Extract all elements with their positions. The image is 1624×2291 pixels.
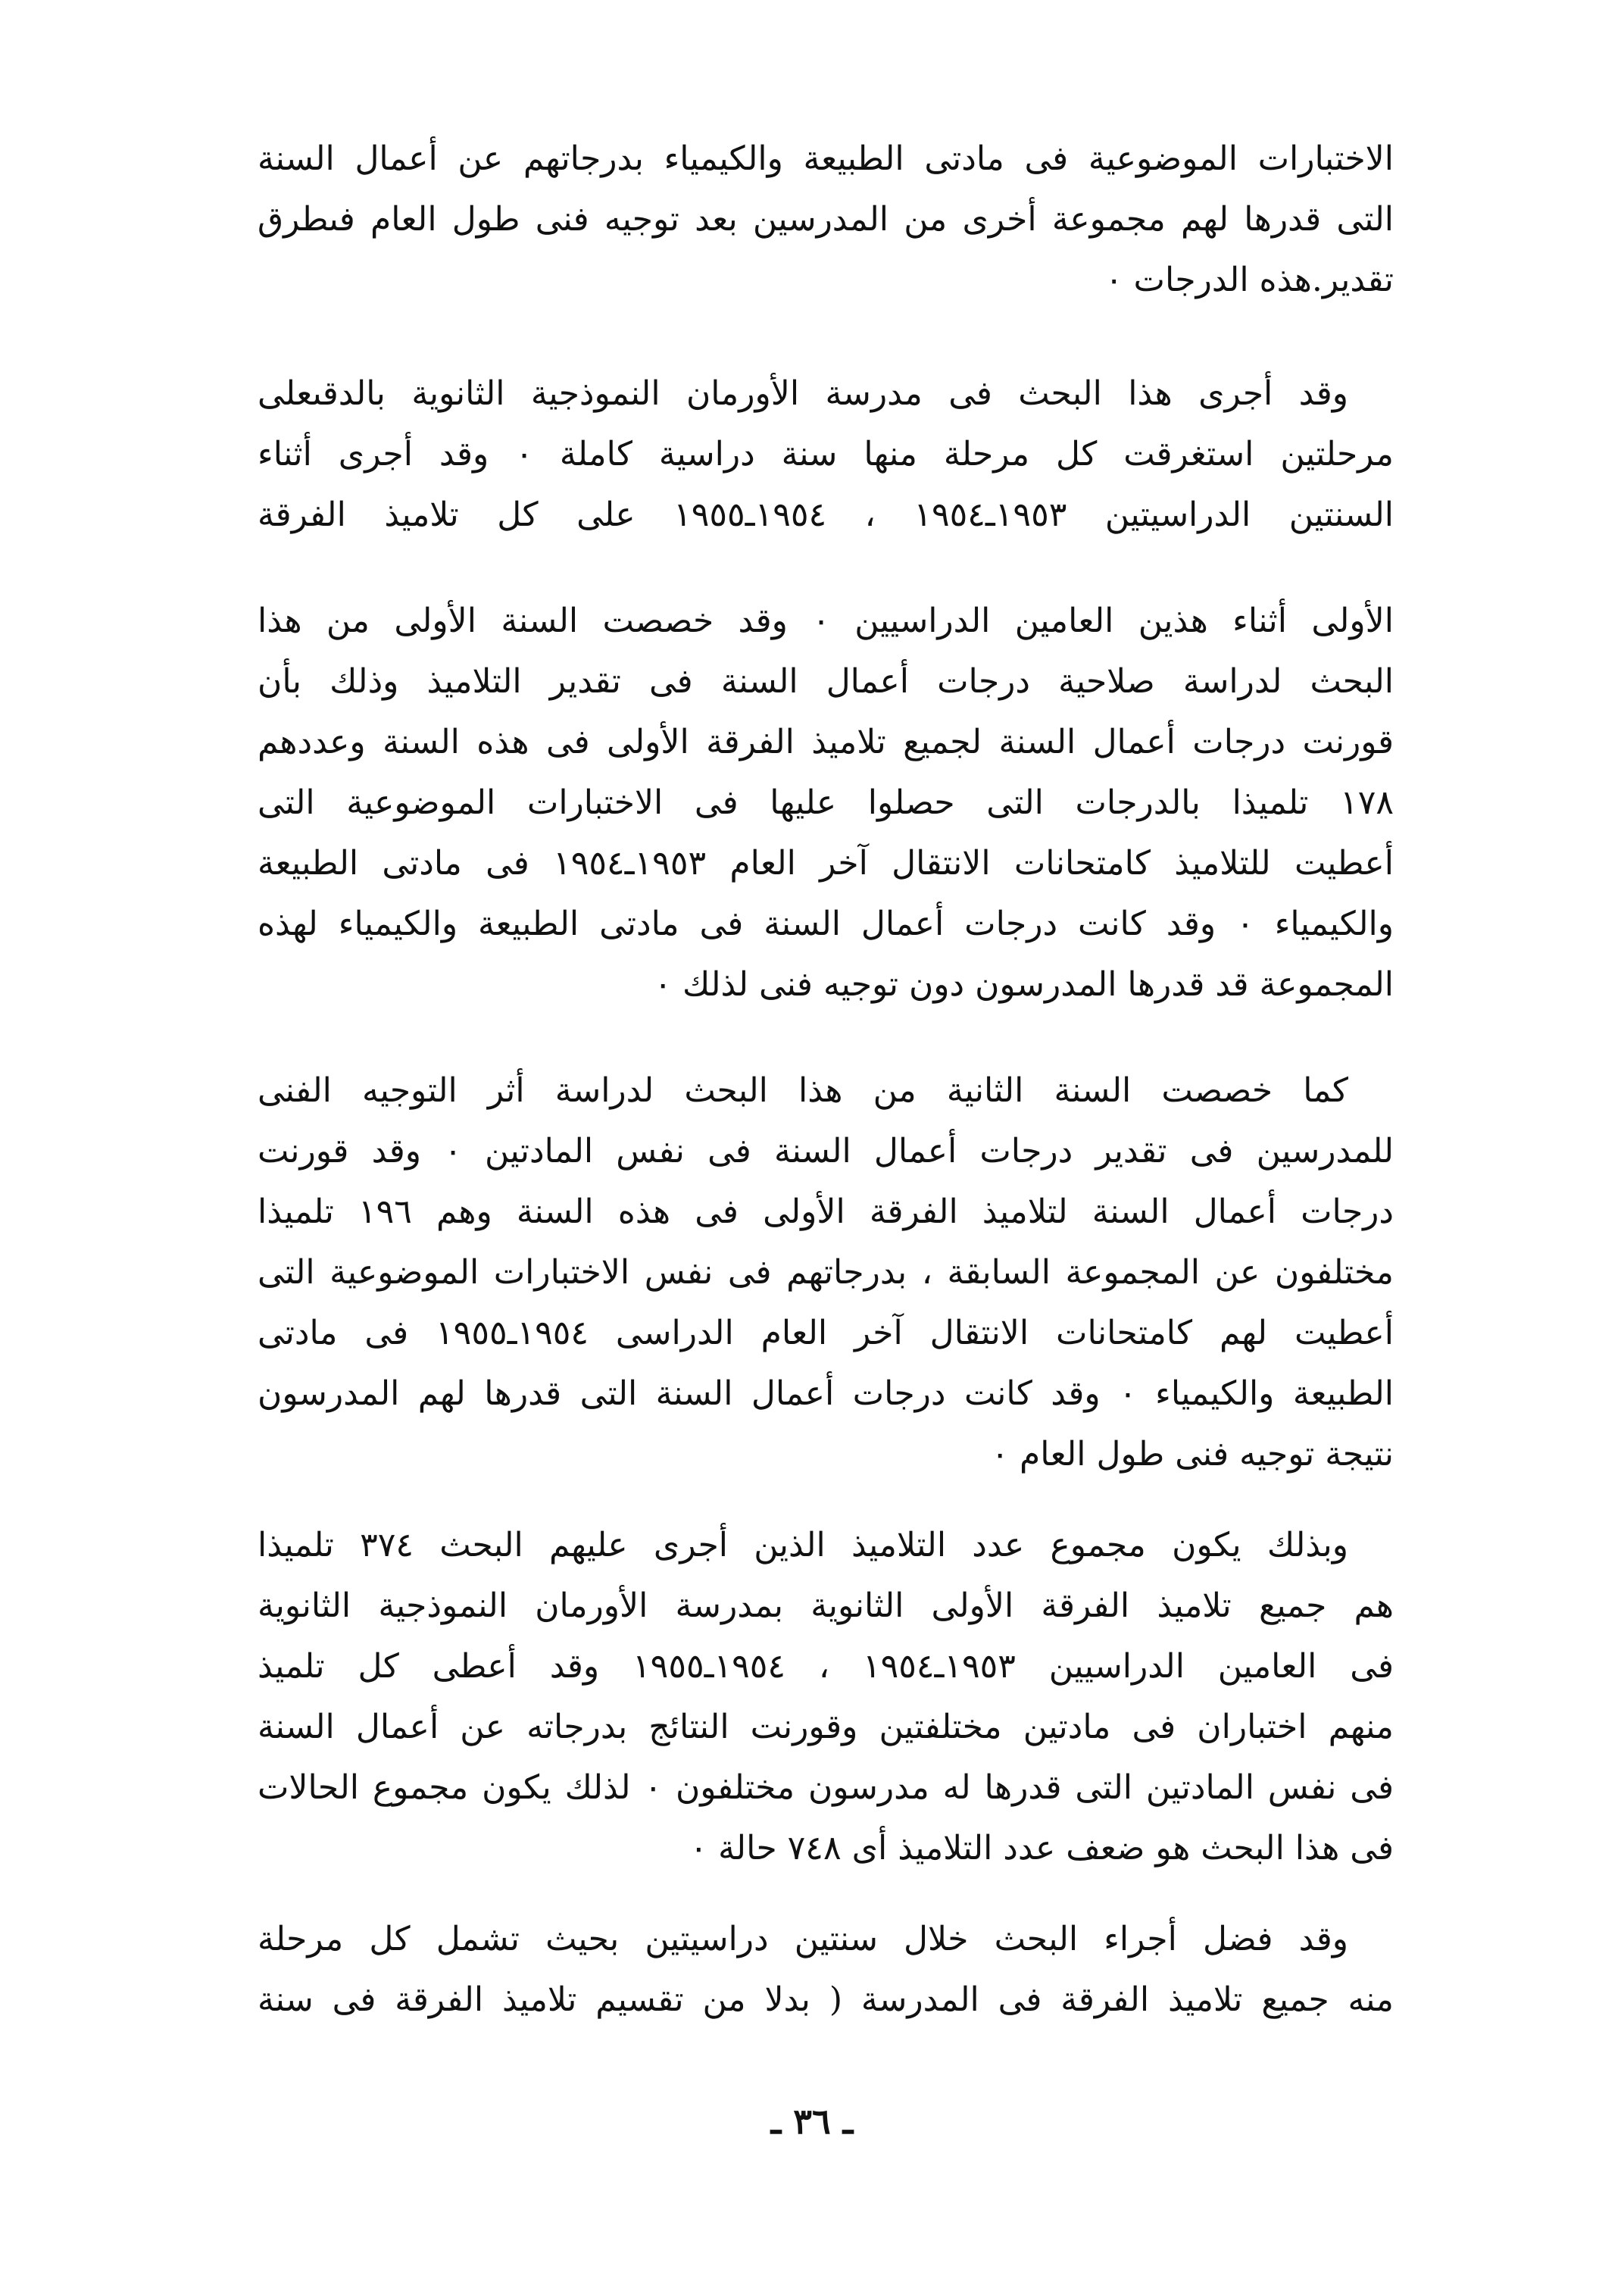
- paragraph-5-line-4: منهم اختباران فى مادتين مختلفتين وقورنت النتائج بدرجاته عن أعمال السنة: [258, 1708, 1394, 1746]
- paragraph-1: [258, 129, 1394, 311]
- paragraph-5: [258, 1515, 1394, 1879]
- paragraph-4-line-6: الطبيعة والكيمياء ٠ وقد كانت درجات أعمال السنة التى قدرها لهم المدرسون: [258, 1374, 1394, 1413]
- paragraph-4-line-2: للمدرسين فى تقدير درجات أعمال السنة فى نفس المادتين ٠ وقد قورنت: [258, 1132, 1394, 1171]
- paragraph-3: [258, 591, 1394, 1015]
- paragraph-2-line-2: مرحلتين استغرقت كل مرحلة منها سنة دراسية كاملة ٠ وقد أجرى أثناء: [258, 435, 1394, 474]
- paragraph-4-line-5: أعطيت لهم كامتحانات الانتقال آخر العام الدراسى ١٩٥٤ـ١٩٥٥ فى مادتى: [258, 1314, 1394, 1352]
- paragraph-3-line-1: الأولى أثناء هذين العامين الدراسيين ٠ وقد خصصت السنة الأولى من هذا: [258, 602, 1394, 640]
- paragraph-6: [258, 1909, 1394, 2030]
- paragraph-5-line-5: فى نفس المادتين التى قدرها له مدرسون مختلفون ٠ لذلك يكون مجموع الحالات: [258, 1768, 1394, 1807]
- paragraph-5-line-1: وبذلك يكون مجموع عدد التلاميذ الذين أجرى عليهم البحث ٣٧٤ تلميذا: [258, 1526, 1348, 1564]
- paragraph-2-line-1: وقد أجرى هذا البحث فى مدرسة الأورمان النموذجية الثانوية بالدقىعلى: [258, 374, 1348, 413]
- paragraph-5-line-3: فى العامين الدراسيين ١٩٥٣ـ١٩٥٤ ، ١٩٥٤ـ١٩٥٥ وقد أعطى كل تلميذ: [258, 1647, 1394, 1686]
- paragraph-4: [258, 1061, 1394, 1485]
- paragraph-5-line-2: هم جميع تلاميذ الفرقة الأولى الثانوية بمدرسة الأورمان النموذجية الثانوية: [258, 1586, 1394, 1625]
- paragraph-3-line-5: أعطيت للتلاميذ كامتحانات الانتقال آخر العام ١٩٥٣ـ١٩٥٤ فى مادتى الطبيعة: [258, 844, 1394, 883]
- paragraph-6-line-2: منه جميع تلاميذ الفرقة فى المدرسة ( بدلا من تقسيم تلاميذ الفرقة فى سنة: [258, 1980, 1394, 2019]
- paragraph-4-line-7: نتيجة توجيه فنى طول العام ٠: [991, 1435, 1394, 1474]
- paragraph-1-line-3: تقدير.هذه الدرجات ٠: [1104, 261, 1394, 299]
- paragraph-6-line-1: وقد فضل أجراء البحث خلال سنتين دراسيتين بحيث تشمل كل مرحلة: [258, 1920, 1348, 1958]
- paragraph-4-line-3: درجات أعمال السنة لتلاميذ الفرقة الأولى فى هذه السنة وهم ١٩٦ تلميذا: [258, 1192, 1394, 1231]
- paragraph-2-line-3: السنتين الدراسيتين ١٩٥٣ـ١٩٥٤ ، ١٩٥٤ـ١٩٥٥ على كل تلاميذ الفرقة: [258, 495, 1394, 534]
- paragraph-3-line-2: البحث لدراسة صلاحية درجات أعمال السنة فى تقدير التلاميذ وذلك بأن: [258, 662, 1394, 701]
- paragraph-4-line-1: كما خصصت السنة الثانية من هذا البحث لدراسة أثر التوجيه الفنى: [258, 1071, 1348, 1110]
- paragraph-5-line-6: فى هذا البحث هو ضعف عدد التلاميذ أى ٧٤٨ حالة ٠: [689, 1829, 1394, 1867]
- paragraph-3-line-4: ١٧٨ تلميذا بالدرجات التى حصلوا عليها فى الاختبارات الموضوعية التى: [258, 783, 1394, 822]
- paragraph-2: [258, 364, 1394, 545]
- paragraph-3-line-7: المجموعة قد قدرها المدرسون دون توجيه فنى لذلك ٠: [654, 965, 1394, 1004]
- paragraph-3-line-6: والكيمياء ٠ وقد كانت درجات أعمال السنة فى مادتى الطبيعة والكيمياء لهذه: [258, 905, 1394, 943]
- paragraph-1-line-1: الاختبارات الموضوعية فى مادتى الطبيعة والكيمياء بدرجاتهم عن أعمال السنة: [258, 139, 1394, 178]
- paragraph-4-line-4: مختلفون عن المجموعة السابقة ، بدرجاتهم فى نفس الاختبارات الموضوعية التى: [258, 1253, 1394, 1292]
- paragraph-3-line-3: قورنت درجات أعمال السنة لجميع تلاميذ الفرقة الأولى فى هذه السنة وعددهم: [258, 723, 1394, 761]
- paragraph-1-line-2: التى قدرها لهم مجموعة أخرى من المدرسين بعد توجيه فنى طول العام فىطرق: [258, 200, 1394, 239]
- page-number: ـ ٣٦ ـ: [770, 2101, 854, 2142]
